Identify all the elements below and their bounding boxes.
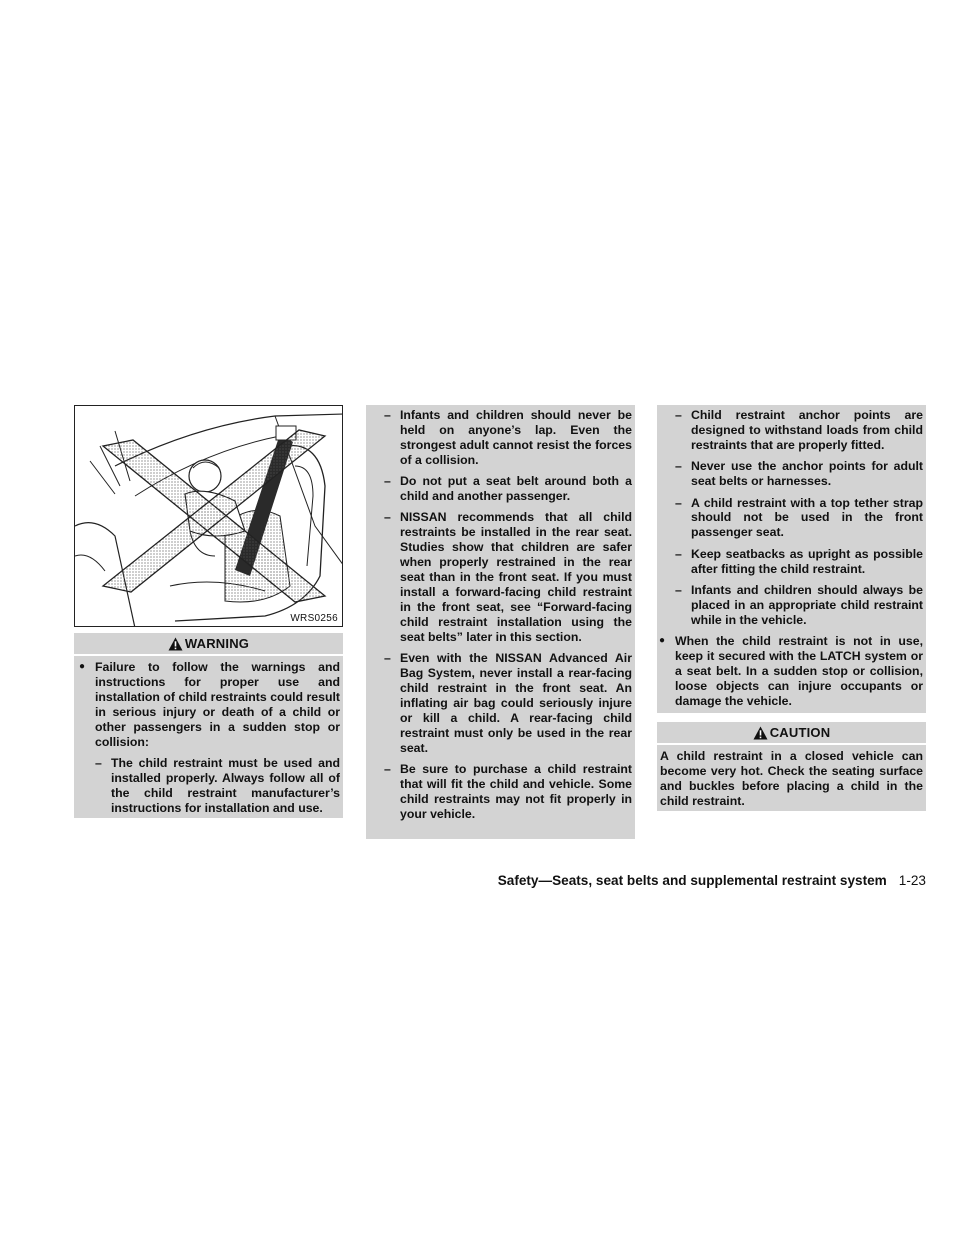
middle-dash-item: – NISSAN recommends that all child restraints be installed in the rear seat. Studies show that children are safer when properly restrained in the rear seat than in the front seat. If you must install a forward-facing child restraint in the front seat, see “Forward-facing child restraint installation using the seat belts” later in this section. (384, 510, 632, 644)
footer-section-title: Safety—Seats, seat belts and supplemental restraint system (497, 873, 887, 888)
dash-marker: – (675, 583, 682, 598)
page-number: 1-23 (898, 873, 926, 888)
warning-bullet (77, 660, 340, 749)
dash-marker: – (95, 755, 102, 770)
dash-marker: – (675, 459, 682, 474)
warning-dash-item: – The child restraint must be used and installed properly. Always follow all of the child restraint manufacturer’s instructions for installation and use. (95, 755, 340, 815)
middle-warning-panel (366, 405, 635, 839)
page-footer (470, 873, 926, 888)
right-dash-item: – Keep seatbacks as upright as possible after fitting the child restraint. (675, 546, 923, 576)
dash-marker: – (384, 408, 391, 422)
caution-panel (657, 722, 926, 811)
prohibited-child-on-lap-drawing (75, 406, 343, 627)
right-dash-item: – Never use the anchor points for adult seat belts or harnesses. (675, 459, 923, 489)
dash-marker: – (675, 546, 682, 561)
dash-marker: – (384, 651, 391, 666)
warning-header (74, 633, 343, 656)
child-on-lap-illustration (74, 405, 343, 627)
dash-marker: – (675, 495, 682, 510)
middle-dash-item: – Even with the NISSAN Advanced Air Bag System, never install a rear-facing child restraint in the front seat. An inflating air bag could seriously injure or kill a child. A rear-facing child restraint must only be used in the rear seat. (384, 651, 632, 755)
dash-marker: – (384, 761, 391, 776)
right-dash-item: – A child restraint with a top tether strap should not be used in the front passenger seat. (675, 495, 923, 540)
middle-dash-item: – Infants and children should never be held on anyone’s lap. Even the strongest adult cannot resist the forces of a collision. (384, 408, 632, 467)
figure-code: WRS0256 (290, 613, 338, 624)
warning-triangle-icon (168, 637, 183, 651)
caution-title: CAUTION (769, 725, 831, 740)
dash-marker: – (675, 408, 682, 422)
dash-marker: – (384, 474, 391, 489)
caution-text: A child restraint in a closed vehicle can become very hot. Check the seating surface and buckles before placing a child in the child restraint. (660, 749, 923, 808)
dash-marker: – (384, 510, 391, 525)
right-bullet: ● When the child restraint is not in use, keep it secured with the LATCH system or a seat belt. In a sudden stop or collision, loose objects can injure occupants or damage the vehicle. (659, 634, 923, 708)
right-dash-item: – Infants and children should always be placed in an appropriate child restraint while in the vehicle. (675, 583, 923, 627)
right-warning-panel (657, 405, 926, 713)
warning-bullet-text: Failure to follow the warnings and instructions for proper use and installation of child restraints could result in serious injury or death of a child or other passengers in a sudden stop or collision: (95, 660, 340, 749)
bullet-marker: ● (659, 635, 666, 647)
right-dash-item: – Child restraint anchor points are designed to withstand loads from child restraints that are properly fitted. (675, 408, 923, 452)
middle-dash-item: – Be sure to purchase a child restraint that will fit the child and vehicle. Some child restraints may not fit properly in your vehicle. (384, 761, 632, 821)
warning-title: WARNING (184, 636, 250, 651)
warning-panel (74, 633, 343, 818)
bullet-marker: ● (79, 661, 86, 672)
warning-triangle-icon (753, 726, 768, 740)
caution-header (657, 722, 926, 745)
middle-dash-item: – Do not put a seat belt around both a child and another passenger. (384, 474, 632, 504)
